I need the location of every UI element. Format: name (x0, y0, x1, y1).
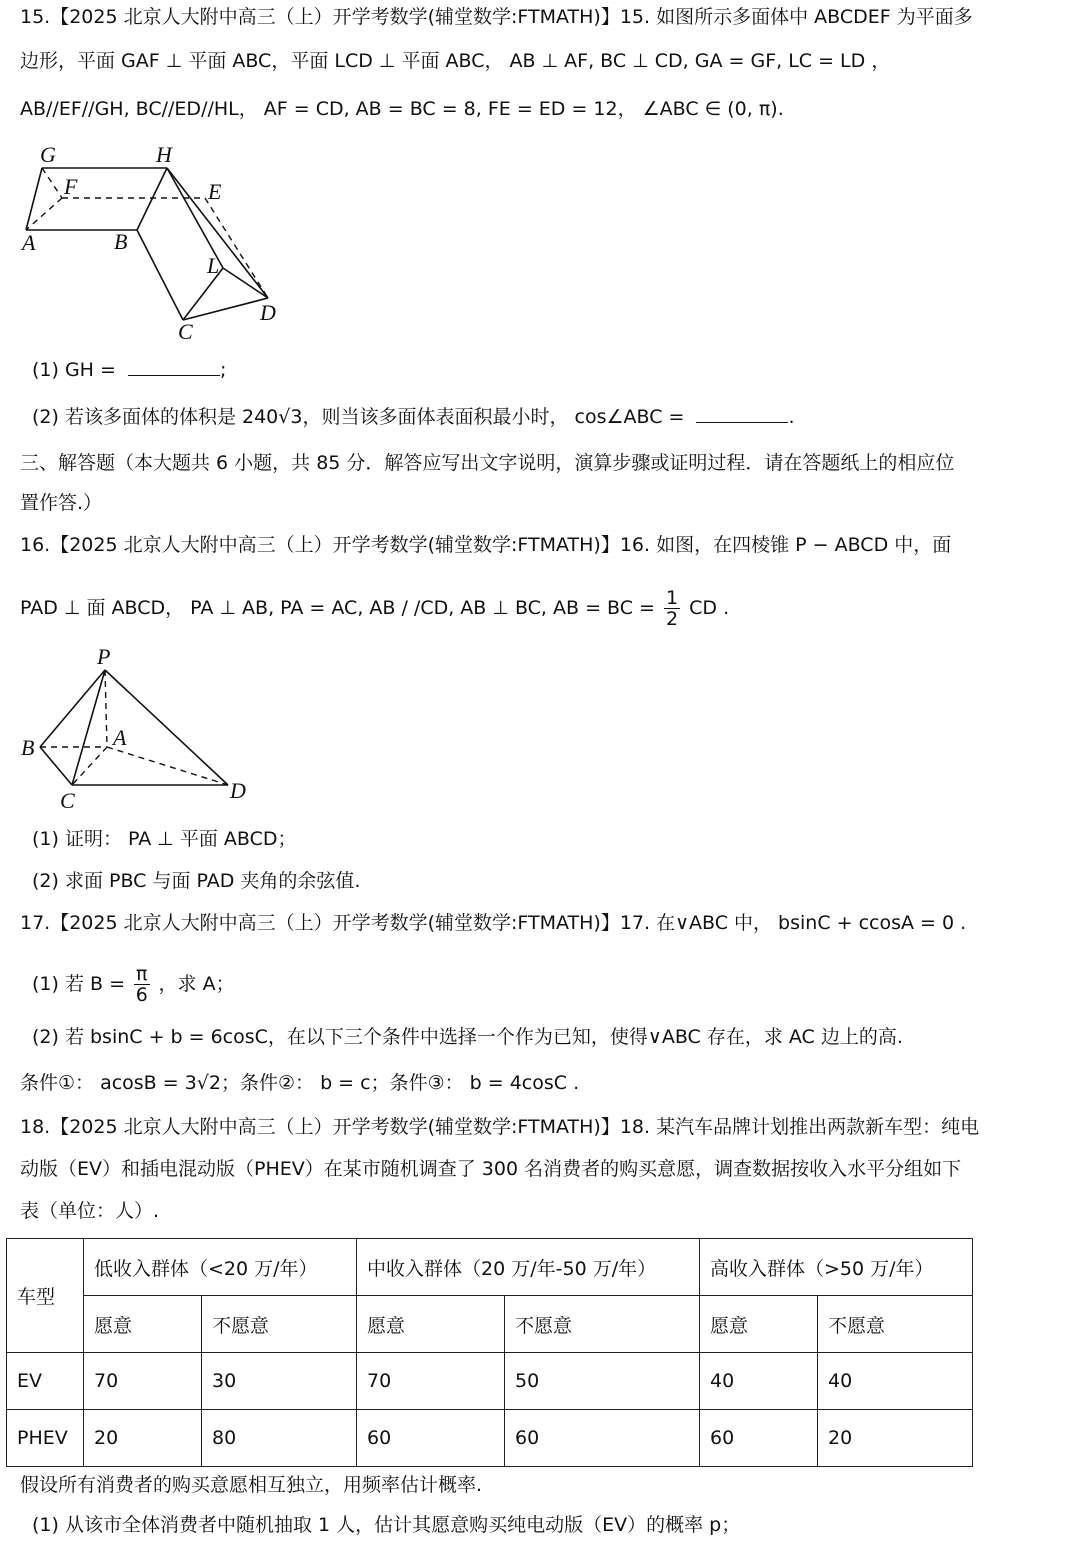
table-cell-name: EV (7, 1353, 84, 1410)
q17-line-1: 17.【2025 北京人大附中高三（上）开学考数学(辅堂数学:FTMATH)】17. 在∨ABC 中， bsinC + ccosA = 0 . (20, 912, 967, 934)
section-3-line-2: 置作答.） (20, 492, 103, 514)
label-P: P (97, 644, 111, 669)
edge-GA (26, 168, 42, 230)
q15-sub-1-end: ; (219, 359, 227, 381)
table-row (7, 1353, 973, 1410)
q17-sub-1a: (1) 若 B = (32, 973, 125, 995)
table-group-mid: 中收入群体（20 万/年-50 万/年） (357, 1239, 700, 1296)
table-cell: 70 (357, 1353, 505, 1410)
edge-BH (137, 168, 167, 230)
q15-line-3: AB//EF//GH, BC//ED//HL， AF = CD, AB = BC = 8, FE = ED = 12， ∠ABC ∈ (0, π). (20, 98, 784, 120)
q15-sub-2 (32, 402, 1064, 432)
q15-blank-2[interactable] (696, 404, 788, 423)
edge-PB (40, 670, 105, 747)
q15-sub-2-text: (2) 若该多面体的体积是 240√3，则当该多面体表面积最小时， cos∠ABC = (32, 406, 685, 428)
q15-blank-1[interactable] (128, 357, 220, 376)
table-subheader: 愿意 (700, 1296, 818, 1353)
table-cell-name: PHEV (7, 1410, 84, 1467)
q15-line-1: 15.【2025 北京人大附中高三（上）开学考数学(辅堂数学:FTMATH)】15. 如图所示多面体中 ABCDEF 为平面多 (20, 6, 973, 28)
table-subheader: 不愿意 (505, 1296, 700, 1353)
q16-line-2a: PAD ⊥ 面 ABCD， PA ⊥ AB, PA = AC, AB / /CD, AB ⊥ BC, AB = BC = (20, 597, 655, 619)
q18-note: 假设所有消费者的购买意愿相互独立，用频率估计概率. (20, 1474, 483, 1496)
table-cell: 60 (505, 1410, 700, 1467)
table-cell: 80 (202, 1410, 357, 1467)
edge-BC (137, 230, 183, 320)
section-3-line-1: 三、解答题（本大题共 6 小题，共 85 分．解答应写出文字说明，演算步骤或证明过程．请在答题纸上的相应位 (20, 452, 955, 474)
label-F: F (64, 174, 78, 199)
q17-sub-1b: ，求 A； (158, 973, 235, 995)
label-B: B (114, 229, 128, 254)
q16-pyramid-figure (0, 640, 280, 820)
q17-frac-num: π (136, 963, 148, 985)
q16-sub-2: (2) 求面 PBC 与面 PAD 夹角的余弦值. (32, 870, 361, 892)
q16-frac-den: 2 (666, 608, 679, 630)
q16-line-1: 16.【2025 北京人大附中高三（上）开学考数学(辅堂数学:FTMATH)】16. 如图，在四棱锥 P − ABCD 中，面 (20, 534, 952, 556)
table-group-high: 高收入群体（>50 万/年） (700, 1239, 973, 1296)
q16-sub-1: (1) 证明： PA ⊥ 平面 ABCD； (32, 828, 297, 850)
label-C: C (60, 788, 75, 813)
q18-line-1: 18.【2025 北京人大附中高三（上）开学考数学(辅堂数学:FTMATH)】18. 某汽车品牌计划推出两款新车型：纯电 (20, 1116, 980, 1138)
table-subheader: 愿意 (357, 1296, 505, 1353)
q15-sub-2-end: . (788, 406, 795, 428)
edge-CD (183, 298, 268, 320)
q15-sub-1 (32, 355, 1064, 385)
q17-fraction (134, 964, 149, 1005)
table-cell: 60 (357, 1410, 505, 1467)
label-A: A (113, 725, 127, 750)
table-cell: 70 (84, 1353, 202, 1410)
q15-line-2: 边形，平面 GAF ⊥ 平面 ABC，平面 LCD ⊥ 平面 ABC， AB ⊥ AF, BC ⊥ CD, GA = GF, LC = LD ， (20, 50, 891, 72)
table-cell: 40 (818, 1353, 973, 1410)
q16-line-2 (20, 588, 1064, 629)
table-subheader: 愿意 (84, 1296, 202, 1353)
q17-sub-2: (2) 若 bsinC + b = 6cosC，在以下三个条件中选择一个作为已知，使得∨ABC 存在，求 AC 边上的高. (32, 1026, 903, 1048)
table-cell: 50 (505, 1353, 700, 1410)
table-row (7, 1410, 973, 1467)
table-group-low: 低收入群体（<20 万/年） (84, 1239, 357, 1296)
label-C: C (178, 319, 193, 344)
q17-sub-1 (32, 964, 1064, 1005)
label-E: E (208, 179, 222, 204)
q18-data-table (6, 1238, 973, 1467)
edge-ED (205, 198, 268, 298)
label-G: G (40, 142, 56, 167)
table-cell: 60 (700, 1410, 818, 1467)
label-D: D (260, 300, 276, 325)
label-A: A (22, 230, 36, 255)
table-cell: 40 (700, 1353, 818, 1410)
q17-frac-den: 6 (135, 984, 148, 1006)
q18-line-3: 表（单位：人）. (20, 1200, 160, 1222)
label-D: D (230, 778, 246, 803)
label-B: B (21, 735, 35, 760)
label-H: H (156, 142, 172, 167)
edge-AD (107, 747, 228, 785)
edge-LD (223, 268, 268, 298)
table-subheader: 不愿意 (202, 1296, 357, 1353)
table-cell: 20 (818, 1410, 973, 1467)
q16-frac-num: 1 (666, 587, 679, 609)
table-corner-cell: 车型 (7, 1239, 84, 1353)
edge-FA (26, 198, 62, 230)
table-subheader: 不愿意 (818, 1296, 973, 1353)
q16-line-2b: CD . (689, 597, 730, 619)
label-L: L (207, 253, 220, 278)
table-cell: 30 (202, 1353, 357, 1410)
table-cell: 20 (84, 1410, 202, 1467)
q15-polyhedron-figure (0, 140, 300, 350)
edge-BC (40, 747, 72, 785)
q18-line-2: 动版（EV）和插电混动版（PHEV）在某市随机调查了 300 名消费者的购买意愿，调查数据按收入水平分组如下 (20, 1158, 962, 1180)
q15-sub-1-text: (1) GH = (32, 359, 116, 381)
edge-GF (42, 168, 62, 198)
q17-conditions: 条件①： acosB = 3√2；条件②： b = c；条件③： b = 4cosC . (20, 1072, 580, 1094)
edge-PA (105, 670, 107, 747)
q16-fraction (664, 588, 680, 629)
q18-sub-1: (1) 从该市全体消费者中随机抽取 1 人，估计其愿意购买纯电动版（EV）的概率 p； (32, 1514, 741, 1536)
